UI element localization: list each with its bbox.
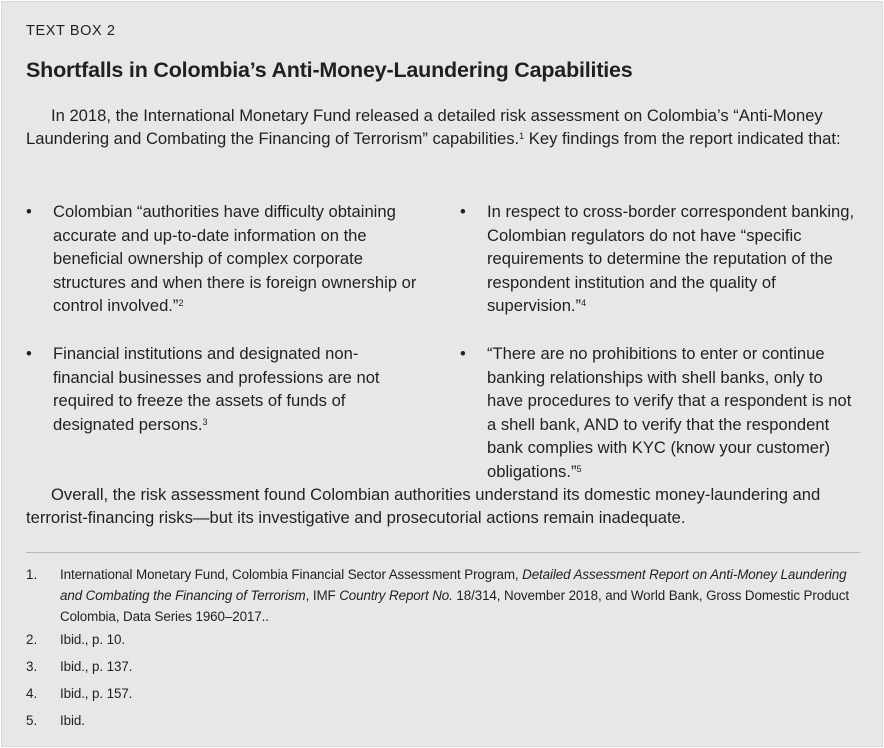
bullet-text (487, 200, 861, 318)
bullet-text (53, 200, 417, 318)
footnote-ref-1: 1 (519, 131, 525, 141)
footnote-report-series: Country Report No. (339, 588, 453, 603)
box-title: Shortfalls in Colombia’s Anti-Money-Laundering Capabilities (26, 58, 633, 82)
outro-paragraph: Overall, the risk assessment found Colombian authorities understand its domestic money-laundering and terrorist-financing risks—but its investigative and prosecutorial actions remain inadequate. (26, 485, 821, 527)
footnote-ref-3: 3 (202, 416, 208, 427)
footnote-report-title: Detailed Assessment Report on Anti-Money Laundering and Combating the Financing of Terrorism (60, 567, 847, 603)
footnote-number: 3. (26, 659, 38, 674)
text-box (1, 1, 883, 747)
box-label: TEXT BOX 2 (26, 23, 116, 39)
footnote-number: 2. (26, 632, 38, 647)
footnote-ref-5: 5 (576, 463, 582, 474)
footnote-text: Ibid. (60, 713, 85, 728)
footnote-divider (26, 552, 860, 553)
bullet-text-body: Financial institutions and designated non-financial businesses and professions are not required to freeze the assets of funds of designated persons. (53, 344, 380, 434)
footnote-ref-2: 2 (178, 298, 184, 308)
footnote-text (60, 564, 860, 627)
footnote-number: 1. (26, 567, 38, 582)
footnote-text: Ibid., p. 10. (60, 632, 125, 647)
footnote-text: Ibid., p. 137. (60, 659, 133, 674)
bullet-marker: • (460, 344, 466, 363)
footnote-text: Ibid., p. 157. (60, 686, 133, 701)
bullet-marker: • (460, 202, 466, 221)
footnote-text-part: 18/314, November 2018, and World Bank, Gross Domestic Product Colombia, Data Series 1960–2017.. (60, 588, 849, 624)
footnote-text-part: International Monetary Fund, Colombia Financial Sector Assessment Program, (60, 567, 523, 582)
footnote-number: 5. (26, 713, 38, 728)
bullet-text-body: “There are no prohibitions to enter or continue banking relationships with shell banks, only to have procedures to verify that a respondent is not a shell bank, AND to verify that the respondent bank complies with KYC (know your customer) obligations.” (487, 344, 852, 481)
bullet-text-body: Colombian “authorities have difficulty obtaining accurate and up-to-date information on the beneficial ownership of complex corporate structures and when there is foreign ownership or control involved.” (53, 202, 417, 315)
bullet-marker: • (26, 202, 32, 221)
intro-paragraph (26, 104, 858, 150)
intro-text: In 2018, the International Monetary Fund released a detailed risk assessment on Colombia’s “Anti-Money Laundering and Combating the Financing of Terrorism” capabilities. (26, 106, 823, 148)
bullet-text-body: In respect to cross-border correspondent banking, Colombian regulators do not have “specific requirements to determine the reputation of the respondent institution and the quality of supervision.” (487, 202, 855, 315)
footnote-number: 4. (26, 686, 38, 701)
bullet-text (487, 342, 861, 483)
bullet-text (53, 342, 417, 436)
footnote-ref-4: 4 (581, 298, 587, 308)
intro-text-after: Key findings from the report indicated that: (524, 129, 841, 148)
bullet-marker: • (26, 344, 32, 363)
footnote-text-part: , IMF (305, 588, 340, 603)
